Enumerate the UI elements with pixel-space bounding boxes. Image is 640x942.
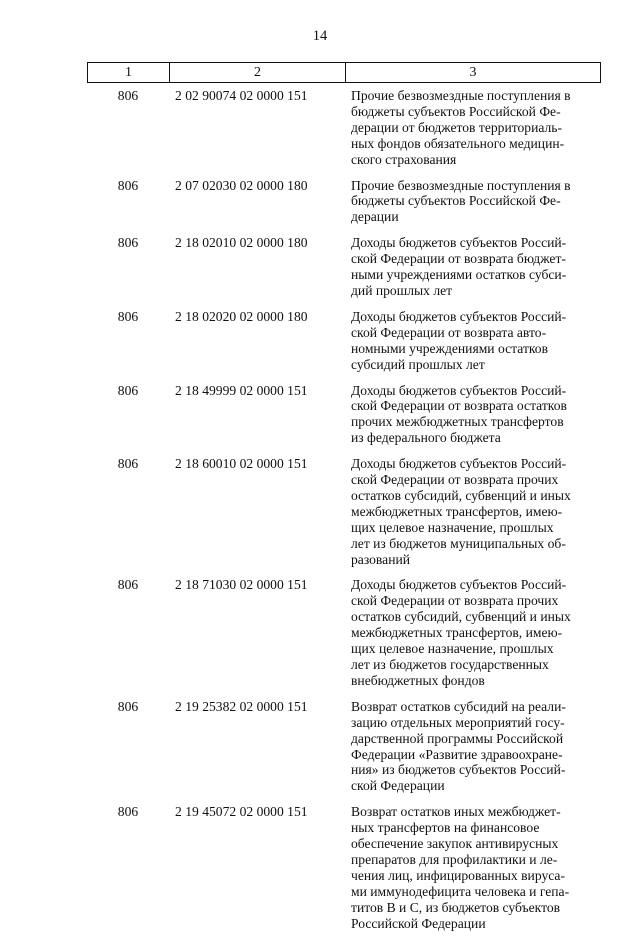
description-line: ской Федерации от возврата бюджет- <box>351 251 566 267</box>
description-line: прочих межбюджетных трансфертов <box>351 414 564 430</box>
table-row <box>87 383 601 447</box>
table-row <box>87 309 601 373</box>
budget-classification-code-cell: 2 18 02010 02 0000 180 <box>175 235 308 251</box>
budget-classification-code-cell: 2 07 02030 02 0000 180 <box>175 177 308 193</box>
admin-code-cell: 806 <box>117 88 139 103</box>
description-line: остатков субсидий, субвенций и иных <box>351 609 571 625</box>
description-line: Возврат остатков субсидий на реали- <box>351 698 566 714</box>
description-line: Доходы бюджетов субъектов Россий- <box>351 308 567 324</box>
table-row <box>87 178 601 226</box>
description-line: остатков субсидий, субвенций и иных <box>351 487 571 503</box>
admin-code-cell: 806 <box>117 698 139 714</box>
description-line: ных трансфертов на финансовое <box>351 820 540 836</box>
table-body <box>87 88 601 932</box>
revenue-description-cell <box>345 383 601 447</box>
admin-code-cell: 806 <box>117 456 139 472</box>
description-line: чения лиц, инфицированных вируса- <box>351 867 565 883</box>
description-line: дарственной программы Российской <box>351 730 564 746</box>
description-line: межбюджетных трансфертов, имею- <box>351 503 563 519</box>
description-line: Доходы бюджетов субъектов Россий- <box>351 456 567 472</box>
description-line: Прочие безвозмездные поступления в <box>351 88 571 103</box>
description-line: ской Федерации <box>351 778 445 794</box>
revenue-codes-table <box>87 62 601 942</box>
description-line: разований <box>351 551 411 567</box>
revenue-description-cell <box>345 456 601 567</box>
table-row <box>87 456 601 567</box>
description-line: бюджеты субъектов Российской Фе- <box>351 103 561 119</box>
description-line: ных фондов обязательного медицин- <box>351 135 565 151</box>
column-header-1: 1 <box>88 63 170 82</box>
budget-classification-code-cell: 2 02 90074 02 0000 151 <box>175 88 308 103</box>
description-line: дий прошлых лет <box>351 282 453 298</box>
admin-code-cell: 806 <box>117 177 139 193</box>
description-line: номными учреждениями остатков <box>351 340 549 356</box>
description-line: Федерации «Развитие здравоохране- <box>351 746 563 762</box>
description-line: ской Федерации от возврата авто- <box>351 324 547 340</box>
description-line: зацию отдельных мероприятий госу- <box>351 714 565 730</box>
page-number: 14 <box>312 28 328 44</box>
description-line: Прочие безвозмездные поступления в <box>351 177 571 193</box>
description-line: ми иммунодефицита человека и гепа- <box>351 883 570 899</box>
description-line: внебюджетных фондов <box>351 672 485 688</box>
revenue-description-cell <box>345 309 601 373</box>
description-line: межбюджетных трансфертов, имею- <box>351 625 563 641</box>
description-line: Возврат остатков иных межбюджет- <box>351 804 561 820</box>
budget-classification-code-cell: 2 18 02020 02 0000 180 <box>175 308 308 324</box>
description-line: ского страхования <box>351 151 457 167</box>
description-line: Доходы бюджетов субъектов Россий- <box>351 235 567 251</box>
revenue-description-cell <box>345 804 601 931</box>
description-line: препаратов для профилактики и ле- <box>351 851 558 867</box>
description-line: титов B и C, из бюджетов субъектов <box>351 899 561 915</box>
description-line: дерации <box>351 209 399 225</box>
admin-code-cell: 806 <box>117 577 139 593</box>
description-line: ными учреждениями остатков субси- <box>351 267 567 283</box>
description-line: щих целевое назначение, прошлых <box>351 519 554 535</box>
description-line: ния» из бюджетов субъектов Россий- <box>351 762 566 778</box>
column-header-2: 2 <box>170 63 346 82</box>
table-header <box>87 62 601 83</box>
description-line: ской Федерации от возврата прочих <box>351 472 559 488</box>
admin-code-cell: 806 <box>117 804 139 820</box>
description-line: Российской Федерации <box>351 915 486 931</box>
description-line: ской Федерации от возврата остатков <box>351 398 567 414</box>
admin-code-cell: 806 <box>117 308 139 324</box>
description-line: ской Федерации от возврата прочих <box>351 593 559 609</box>
budget-classification-code-cell: 2 18 71030 02 0000 151 <box>175 577 308 593</box>
table-row <box>87 804 601 931</box>
admin-code-cell: 806 <box>117 235 139 251</box>
description-line: из федерального бюджета <box>351 430 501 446</box>
admin-code-cell: 806 <box>117 382 139 398</box>
revenue-description-cell <box>345 88 601 168</box>
table-row <box>87 235 601 299</box>
description-line: щих целевое назначение, прошлых <box>351 641 554 657</box>
table-row <box>87 577 601 688</box>
description-line: Доходы бюджетов субъектов Россий- <box>351 382 567 398</box>
revenue-description-cell <box>345 577 601 688</box>
description-line: лет из бюджетов государственных <box>351 657 549 672</box>
description-line: лет из бюджетов муниципальных об- <box>351 535 566 551</box>
revenue-description-cell <box>345 235 601 299</box>
revenue-description-cell <box>345 178 601 226</box>
budget-classification-code-cell: 2 19 25382 02 0000 151 <box>175 698 308 714</box>
revenue-description-cell <box>345 699 601 794</box>
budget-classification-code-cell: 2 18 60010 02 0000 151 <box>175 456 308 472</box>
table-row <box>87 88 601 168</box>
description-line: дерации от бюджетов территориаль- <box>351 119 563 135</box>
description-line: бюджеты субъектов Российской Фе- <box>351 193 561 209</box>
description-line: субсидий прошлых лет <box>351 356 485 372</box>
table-row <box>87 699 601 794</box>
budget-classification-code-cell: 2 19 45072 02 0000 151 <box>175 804 308 820</box>
description-line: Доходы бюджетов субъектов Россий- <box>351 577 567 593</box>
description-line: обеспечение закупок антивирусных <box>351 836 559 852</box>
column-header-3: 3 <box>469 64 477 80</box>
budget-classification-code-cell: 2 18 49999 02 0000 151 <box>175 382 308 398</box>
